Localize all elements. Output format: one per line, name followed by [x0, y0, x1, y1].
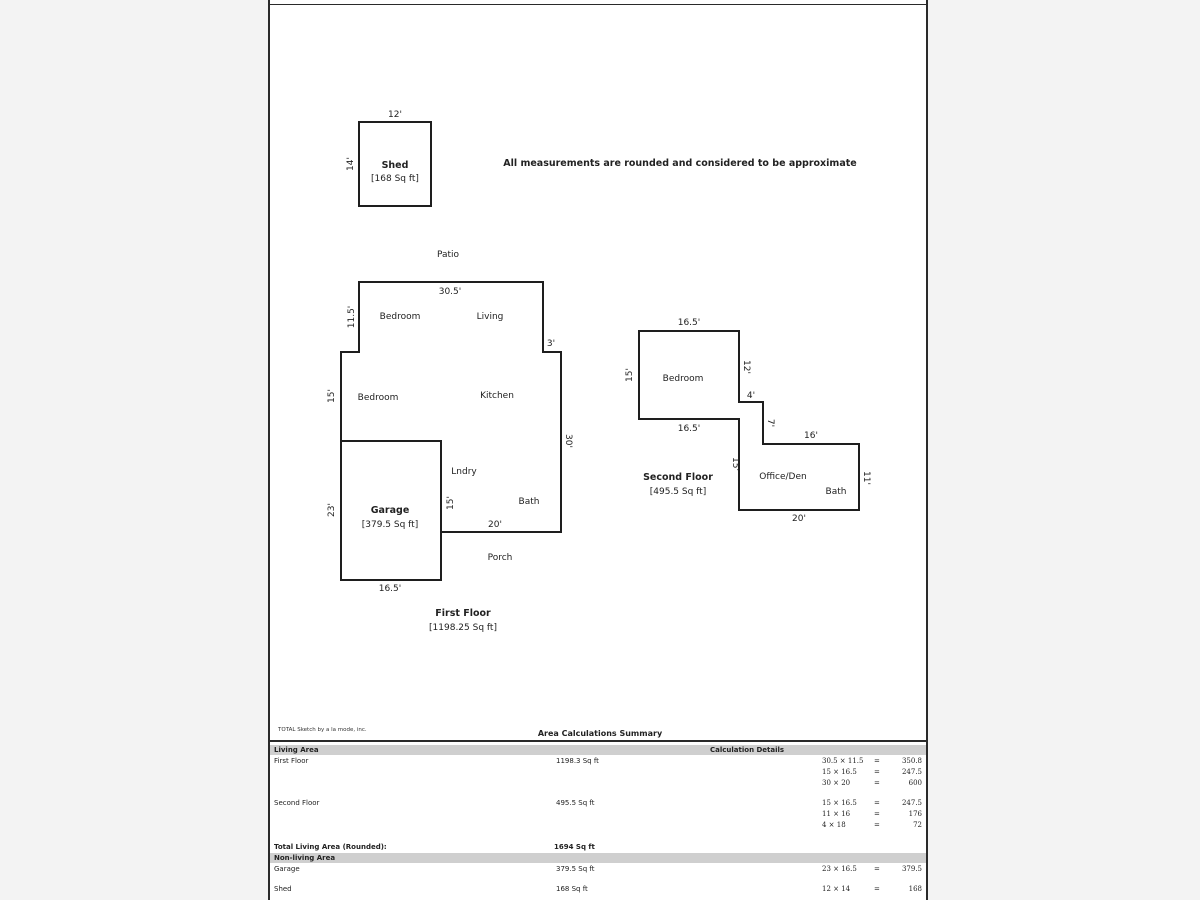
calc-line — [822, 799, 922, 810]
summary-title: Area Calculations Summary — [537, 729, 663, 738]
sf-right-upper-dim: 12' — [741, 360, 751, 374]
row-area: 168 Sq ft — [556, 885, 588, 893]
calc-value: 350.8 — [901, 757, 922, 765]
sf-bottom-dim: 20' — [792, 514, 806, 524]
calc-line — [822, 757, 922, 768]
sf-bedroom: Bedroom — [662, 374, 704, 384]
ff-inner-vertical-dim: 15' — [446, 496, 456, 510]
ff-bath: Bath — [518, 497, 540, 507]
calc-line — [822, 810, 922, 821]
sf-inner-vertical-dim: 15' — [730, 457, 740, 471]
calc-expr: 11 × 16 — [822, 810, 851, 818]
calc-line — [822, 865, 922, 876]
calc-expr: 12 × 14 — [822, 885, 851, 893]
shed-height-dim: 14' — [346, 157, 356, 171]
total-label: Total Living Area (Rounded): — [274, 843, 387, 851]
living-area-header — [270, 745, 926, 755]
first-floor-area: [1198.25 Sq ft] — [429, 623, 497, 633]
non-living-label: Non-living Area — [274, 854, 336, 862]
second-floor-area: [495.5 Sq ft] — [649, 487, 707, 497]
total-living-row — [270, 843, 926, 853]
sf-right-top-dim: 16' — [804, 431, 818, 441]
shed-label: Shed — [381, 160, 409, 171]
calc-value: 247.5 — [901, 799, 922, 807]
calc-eq: = — [874, 779, 880, 787]
floor-plan — [270, 0, 928, 725]
ff-right-dim: 30' — [563, 434, 573, 448]
first-floor-calcs — [822, 757, 922, 790]
sf-left-dim: 15' — [625, 368, 635, 382]
calc-eq: = — [874, 885, 880, 893]
row-name: Second Floor — [274, 799, 320, 807]
ff-top-dim: 30.5' — [438, 287, 462, 297]
ff-left-mid-dim: 15' — [327, 389, 337, 403]
measurement-note: All measurements are rounded and considered to be approximate — [503, 158, 857, 169]
calc-details-label: Calculation Details — [710, 746, 785, 754]
shed-width-dim: 12' — [388, 110, 402, 120]
calc-eq: = — [874, 821, 880, 829]
garage-calc — [822, 865, 922, 876]
area-summary-table — [270, 740, 926, 900]
row-area: 1198.3 Sq ft — [556, 757, 599, 765]
calc-line — [822, 779, 922, 790]
ff-left-upper-dim: 11.5' — [347, 305, 357, 329]
sketch-sheet — [268, 0, 928, 900]
sf-mid-dim: 16.5' — [677, 424, 701, 434]
ff-inner-bottom-dim: 20' — [488, 520, 502, 530]
calc-value: 176 — [908, 810, 922, 818]
calc-expr: 30.5 × 11.5 — [822, 757, 864, 765]
calc-value: 72 — [913, 821, 922, 829]
shed-calc — [822, 885, 922, 896]
total-value: 1694 Sq ft — [554, 843, 595, 851]
calc-value: 379.5 — [901, 865, 922, 873]
garage-left-dim: 23' — [327, 503, 337, 517]
ff-bedroom-2: Bedroom — [357, 393, 399, 403]
living-area-label: Living Area — [274, 746, 319, 754]
garage-area: [379.5 Sq ft] — [361, 520, 419, 530]
calc-eq: = — [874, 810, 880, 818]
software-credit: TOTAL Sketch by a la mode, inc. — [278, 727, 367, 733]
calc-expr: 23 × 16.5 — [822, 865, 857, 873]
calc-line — [822, 885, 922, 896]
calc-expr: 15 × 16.5 — [822, 768, 857, 776]
calc-expr: 30 × 20 — [822, 779, 851, 787]
row-name: Shed — [274, 885, 292, 893]
calc-eq: = — [874, 799, 880, 807]
row-area: 495.5 Sq ft — [556, 799, 595, 807]
garage-bottom-dim: 16.5' — [378, 584, 402, 594]
calc-eq: = — [874, 865, 880, 873]
sf-bath: Bath — [825, 487, 847, 497]
calc-eq: = — [874, 757, 880, 765]
sf-top-dim: 16.5' — [677, 318, 701, 328]
second-floor-title: Second Floor — [643, 472, 713, 483]
calc-line — [822, 768, 922, 779]
non-living-header — [270, 853, 926, 863]
ff-right-step-dim: 3' — [546, 339, 556, 349]
calc-line — [822, 821, 922, 832]
porch-label: Porch — [487, 553, 513, 563]
ff-living: Living — [476, 312, 504, 322]
second-floor-calcs — [822, 799, 922, 832]
ff-laundry: Lndry — [451, 467, 477, 477]
shed-area: [168 Sq ft] — [371, 174, 419, 184]
first-floor-title: First Floor — [435, 608, 491, 619]
sf-right-dim: 11' — [861, 471, 871, 485]
sf-diag-dim: 7' — [765, 418, 775, 428]
calc-expr: 15 × 16.5 — [822, 799, 857, 807]
row-area: 379.5 Sq ft — [556, 865, 595, 873]
ff-kitchen: Kitchen — [480, 391, 514, 401]
calc-value: 600 — [908, 779, 922, 787]
patio-label: Patio — [436, 250, 460, 260]
garage-label: Garage — [370, 505, 410, 516]
calc-expr: 4 × 18 — [822, 821, 846, 829]
sf-office: Office/Den — [759, 472, 807, 482]
calc-eq: = — [874, 768, 880, 776]
first-floor-outline — [341, 282, 561, 580]
row-name: Garage — [274, 865, 300, 873]
ff-bedroom-1: Bedroom — [379, 312, 421, 322]
row-name: First Floor — [274, 757, 309, 765]
calc-value: 168 — [908, 885, 922, 893]
second-floor-outline — [639, 331, 859, 510]
sf-step-dim: 4' — [746, 391, 756, 401]
calc-value: 247.5 — [901, 768, 922, 776]
